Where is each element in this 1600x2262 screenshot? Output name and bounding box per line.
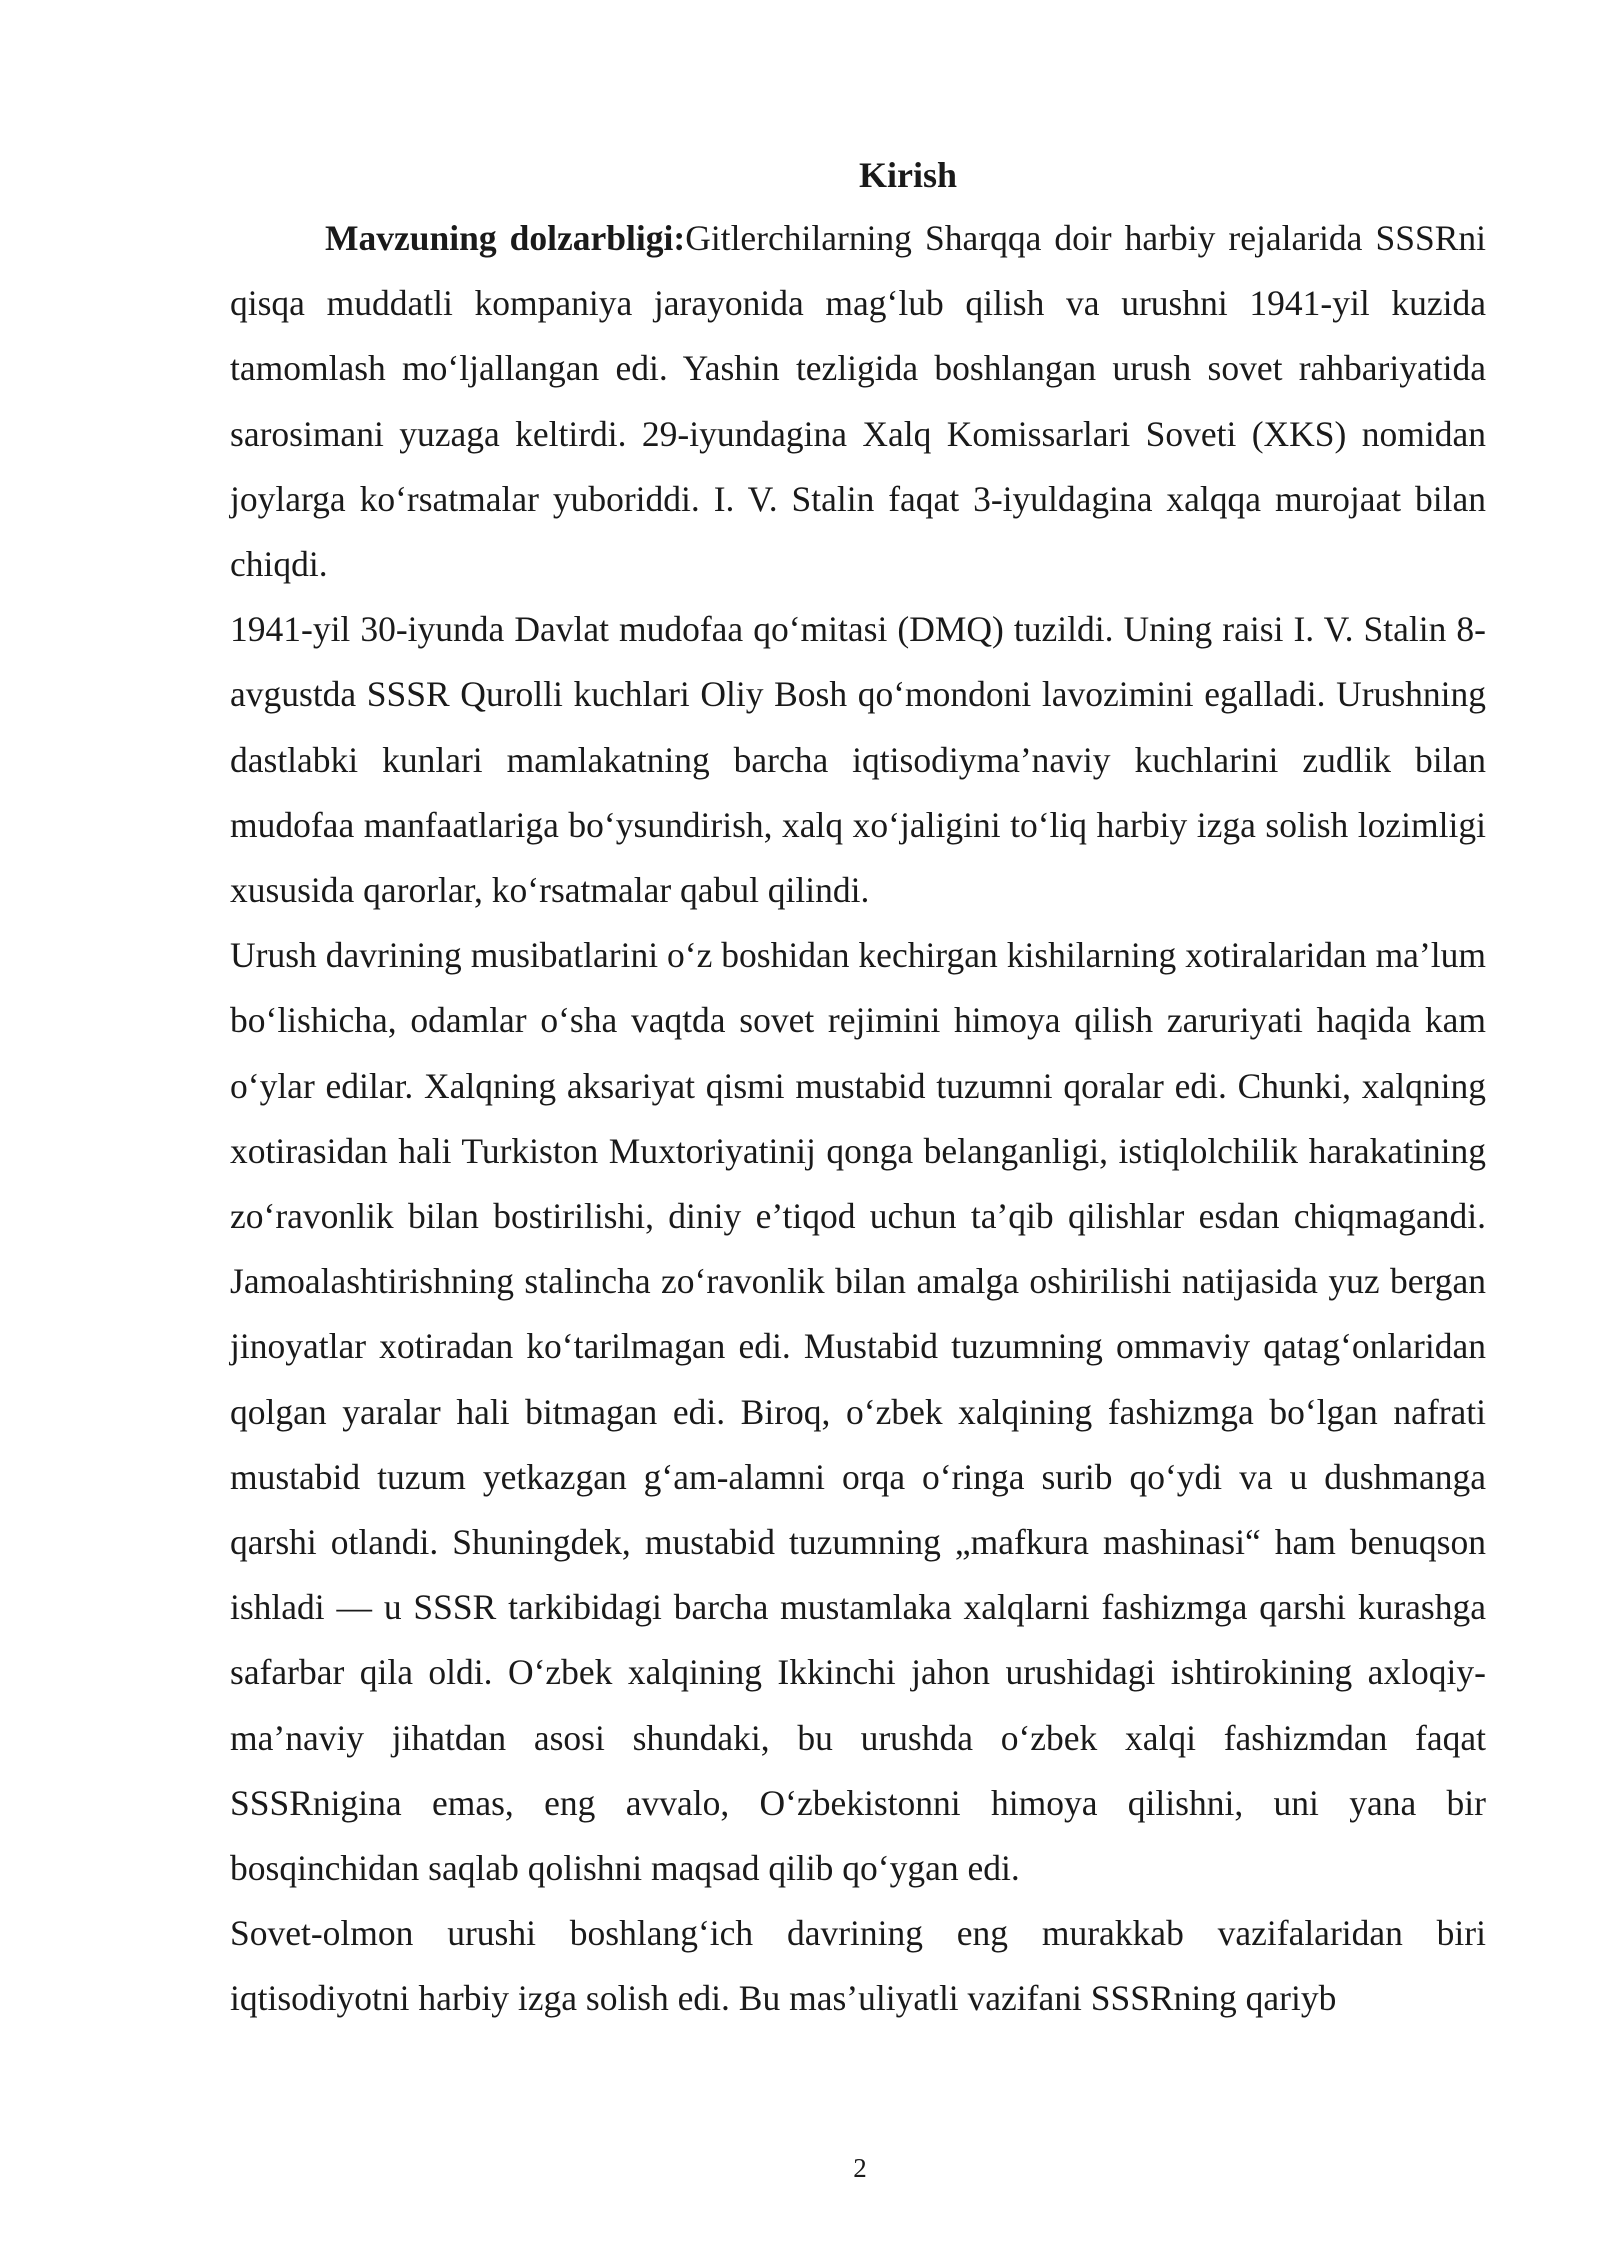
body-paragraph: 1941-yil 30-iyunda Davlat mudofaa qo‘mitasi (DMQ) tuzildi. Uning raisi I. V. Stalin 8-avgustda SSSR Qurolli kuchlari Oliy Bosh qo‘mondoni lavozimini egalladi. Urushning dastlabki kunlari mamlakatning barcha iqtisodiyma’naviy kuchlarini zudlik bilan mudofaa manfaatlariga bo‘ysundirish, xalq xo‘jaligini to‘liq harbiy izga solish lozimligi xususida qarorlar, ko‘rsatmalar qabul qilindi. (230, 609, 1486, 911)
intro-paragraph (230, 206, 1486, 597)
body-paragraph: Urush davrining musibatlarini o‘z boshidan kechirgan kishilarning xotiralaridan ma’lum bo‘lishicha, odamlar o‘sha vaqtda sovet rejimini himoya qilish zaruriyati haqida kam o‘ylar edilar. Xalqning aksariyat qismi mustabid tuzumni qoralar edi. Chunki, xalqning xotirasidan hali Turkiston Muxtoriyatinij qonga belanganligi, istiqlolchilik harakatining zo‘ravonlik bilan bostirilishi, diniy e’tiqod uchun ta’qib qilishlar esdan chiqmagandi. Jamoalashtirishning stalincha zo‘ravonlik bilan amalga oshirilishi natijasida yuz bergan jinoyatlar xotiradan ko‘tarilmagan edi. Mustabid tuzumning ommaviy qatag‘onlaridan qolgan yaralar hali bitmagan edi. Biroq, o‘zbek xalqining fashizmga bo‘lgan nafrati mustabid tuzum yetkazgan g‘am-alamni orqa o‘ringa surib qo‘ydi va u dushmanga qarshi otlandi. Shuningdek, mustabid tuzumning „mafkura mashinasi“ ham benuqson ishladi — u SSSR tarkibidagi barcha mustamlaka xalqlarni fashizmga qarshi kurashga safarbar qila oldi. O‘zbek xalqining Ikkinchi jahon urushidagi ishtirokining axloqiy-ma’naviy jihatdan asosi shundaki, bu urushda o‘zbek xalqi fashizmdan faqat SSSRnigina emas, eng avvalo, O‘zbekistonni himoya qilishni, uni yana bir bosqinchidan saqlab qolishni maqsad qilib qo‘ygan edi. (230, 935, 1486, 1889)
body-paragraph: Sovet-olmon urushi boshlang‘ich davrining eng murakkab vazifalaridan biri iqtisodiyotni harbiy izga solish edi. Bu mas’uliyatli vazifani SSSRning qariyb (230, 1913, 1486, 2019)
page-title: Kirish (858, 155, 957, 195)
page-content (230, 144, 1486, 2032)
intro-lead: Mavzuning dolzarbligi: (325, 218, 686, 258)
page-number: 2 (853, 2153, 867, 2183)
intro-text: Gitlerchilarning Sharqqa doir harbiy rejalarida SSSRni qisqa muddatli kompaniya jarayonida mag‘lub qilish va urushni 1941-yil kuzida tamomlash mo‘ljallangan edi. Yashin tezligida boshlangan urush sovet rahbariyatida sarosimani yuzaga keltirdi. 29-iyundagina Xalq Komissarlari Soveti (XKS) nomidan joylarga ko‘rsatmalar yuboriddi. I. V. Stalin faqat 3-iyuldagina xalqqa murojaat bilan chiqdi. (230, 218, 1486, 585)
